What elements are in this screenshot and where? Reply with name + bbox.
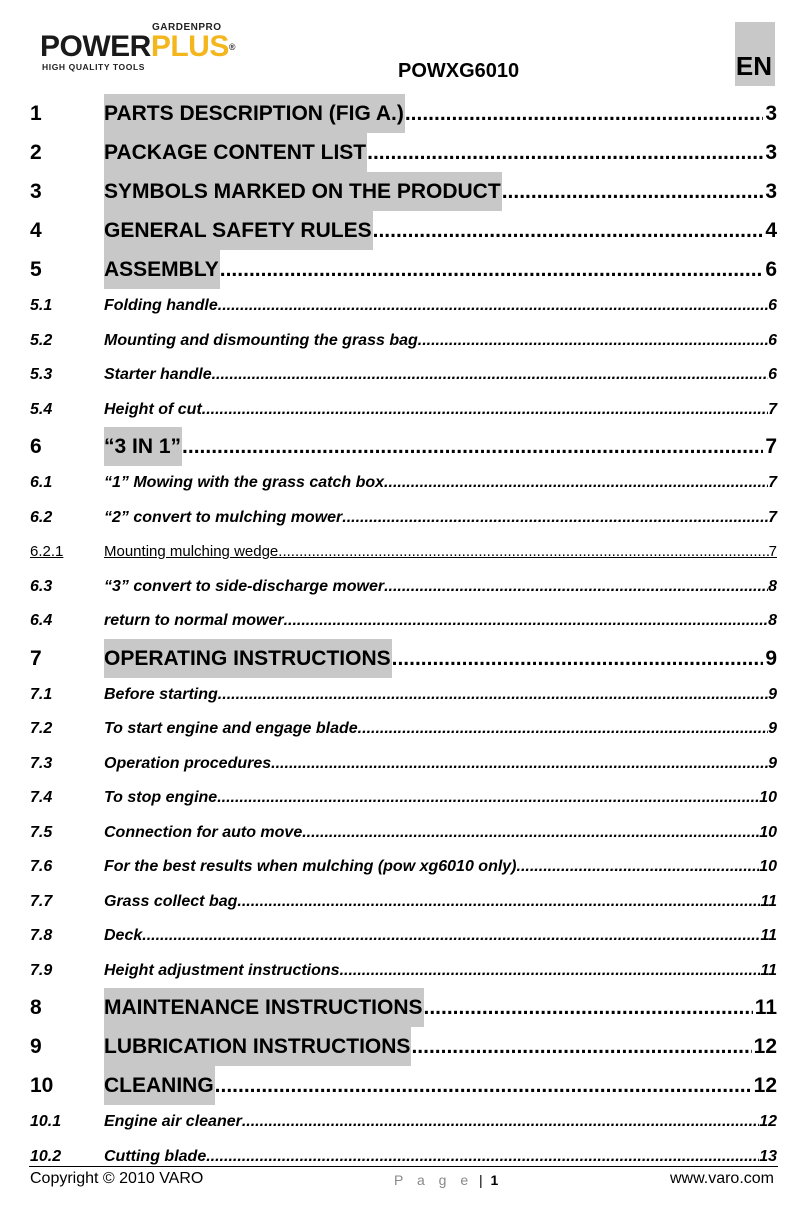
toc-entry-title[interactable]: “3 IN 1” (104, 427, 182, 466)
toc-entry[interactable] (30, 850, 777, 885)
toc-entry-page[interactable]: 6 (768, 331, 777, 349)
toc-entry-title[interactable]: Engine air cleaner (104, 1113, 242, 1130)
toc-dot-leader (342, 501, 768, 536)
footer-copyright: Copyright © 2010 VARO (30, 1170, 204, 1187)
toc-entry-number: 7.9 (30, 961, 53, 979)
toc-entry[interactable] (30, 1066, 777, 1105)
toc-entry[interactable] (30, 289, 777, 324)
language-tab (735, 22, 775, 86)
toc-entry[interactable] (30, 1105, 777, 1140)
toc-entry-page[interactable]: 11 (760, 892, 777, 910)
logo-tagline: HIGH QUALITY TOOLS (42, 62, 146, 72)
toc-dot-leader (358, 712, 768, 747)
toc-entry[interactable] (30, 678, 777, 713)
toc-entry-title[interactable]: To stop engine (104, 789, 218, 806)
toc-entry[interactable] (30, 885, 777, 920)
logo-plus-text: PLUS (150, 30, 229, 63)
toc-entry[interactable] (30, 466, 777, 501)
toc-entry-title[interactable]: Folding handle (104, 297, 218, 314)
toc-entry-title[interactable]: Height adjustment instructions (104, 961, 340, 979)
toc-entry-number: 7.1 (30, 685, 53, 703)
toc-entry[interactable] (30, 954, 777, 989)
toc-entry-title[interactable]: Starter handle (104, 366, 212, 383)
toc-entry-title[interactable]: Operation procedures (104, 754, 272, 772)
toc-entry-page[interactable]: 6 (765, 258, 777, 281)
toc-dot-leader (217, 781, 759, 816)
toc-entry-number: 6.2 (30, 508, 53, 526)
toc-entry-number: 10 (30, 1074, 54, 1097)
toc-entry-title[interactable]: To start engine and engage blade (104, 720, 358, 737)
toc-entry-number: 7.4 (30, 789, 53, 806)
toc-dot-leader (424, 988, 753, 1027)
toc-entry-number: 7.2 (30, 720, 53, 737)
footer-page-indicator (394, 1172, 498, 1188)
toc-entry-page[interactable]: 3 (765, 141, 777, 164)
toc-entry-title[interactable]: Cutting blade (104, 1147, 207, 1165)
toc-dot-leader (212, 358, 769, 393)
toc-entry-title[interactable]: For the best results when mulching (pow xg6010 only) (104, 858, 517, 875)
toc-dot-leader (218, 678, 768, 713)
footer-page-label: P a g e (394, 1172, 474, 1188)
toc-entry[interactable] (30, 133, 777, 172)
toc-entry-page[interactable]: 7 (768, 474, 777, 491)
toc-entry-number: 5.1 (30, 297, 53, 314)
toc-entry-page[interactable]: 13 (759, 1147, 777, 1165)
toc-entry-number: 2 (30, 141, 42, 164)
toc-entry[interactable] (30, 639, 777, 678)
toc-entry-page[interactable]: 9 (768, 685, 777, 703)
toc-entry[interactable] (30, 324, 777, 359)
toc-dot-leader (384, 570, 768, 605)
toc-entry-page[interactable]: 3 (765, 102, 777, 125)
table-of-contents (30, 94, 777, 1174)
toc-dot-leader (202, 393, 768, 428)
toc-entry[interactable] (30, 604, 777, 639)
toc-entry-number: 7 (30, 646, 42, 670)
toc-dot-leader (206, 1140, 759, 1175)
logo-power-text: POWER (40, 30, 151, 63)
toc-entry-title[interactable]: GENERAL SAFETY RULES (104, 211, 373, 250)
toc-entry-title[interactable]: Deck (104, 927, 143, 944)
toc-dot-leader (271, 747, 768, 782)
toc-entry-page[interactable]: 11 (760, 961, 777, 979)
toc-entry-page[interactable]: 12 (753, 1074, 777, 1097)
toc-dot-leader (418, 324, 768, 359)
toc-entry-number: 6 (30, 435, 42, 458)
footer-page-separator: | (473, 1172, 491, 1188)
toc-entry-number: 5.2 (30, 331, 53, 349)
toc-entry-title[interactable]: Before starting (104, 685, 218, 703)
toc-entry-number: 7.8 (30, 927, 53, 944)
toc-dot-leader (237, 885, 760, 920)
toc-entry-number: 7.3 (30, 754, 53, 772)
language-code: EN (735, 51, 772, 81)
toc-entry-number: 6.4 (30, 612, 53, 629)
toc-dot-leader (384, 466, 768, 501)
toc-entry-page[interactable]: 7 (765, 435, 777, 458)
toc-entry-page[interactable]: 6 (768, 366, 777, 383)
toc-entry-title[interactable]: PARTS DESCRIPTION (FIG A.) (104, 94, 405, 133)
toc-entry-page[interactable]: 3 (765, 180, 777, 203)
toc-dot-leader (340, 954, 761, 989)
toc-entry-number: 6.3 (30, 577, 53, 595)
toc-entry-number: 3 (30, 180, 42, 203)
toc-entry-page[interactable]: 9 (765, 646, 777, 670)
toc-entry-title[interactable]: SYMBOLS MARKED ON THE PRODUCT (104, 172, 502, 211)
toc-entry[interactable] (30, 781, 777, 816)
toc-entry-number: 9 (30, 1035, 42, 1058)
toc-entry-title[interactable]: LUBRICATION INSTRUCTIONS (104, 1027, 411, 1066)
toc-entry-title[interactable]: PACKAGE CONTENT LIST (104, 133, 367, 172)
toc-entry-number: 1 (30, 102, 42, 125)
toc-entry-page[interactable]: 7 (768, 508, 777, 526)
toc-entry-page[interactable]: 12 (759, 1113, 777, 1130)
toc-entry-number: 8 (30, 996, 42, 1019)
toc-entry-page[interactable]: 7 (768, 400, 777, 418)
toc-entry-number: 7.6 (30, 858, 53, 875)
toc-entry-number: 6.1 (30, 474, 53, 491)
toc-entry-page[interactable]: 9 (768, 754, 777, 772)
toc-entry[interactable] (30, 1027, 777, 1066)
powerplus-logo (40, 22, 240, 74)
toc-dot-leader (411, 1027, 751, 1066)
toc-dot-leader (182, 427, 763, 466)
footer-website: www.varo.com (669, 1170, 774, 1187)
toc-entry-title[interactable]: OPERATING INSTRUCTIONS (104, 639, 392, 678)
toc-entry-page[interactable]: 10 (759, 858, 777, 875)
toc-entry-page[interactable]: 11 (760, 927, 777, 944)
toc-entry-page[interactable]: 6 (768, 297, 777, 314)
toc-dot-leader (220, 250, 764, 289)
toc-entry-page[interactable]: 10 (759, 823, 777, 841)
toc-dot-leader (502, 172, 764, 211)
toc-entry-title[interactable]: “1” Mowing with the grass catch box (104, 474, 385, 491)
footer-page-number: 1 (490, 1172, 499, 1188)
toc-entry[interactable] (30, 501, 777, 536)
toc-entry[interactable] (30, 919, 777, 954)
toc-entry-number: 10.1 (30, 1113, 62, 1130)
toc-entry-title[interactable]: Height of cut (104, 400, 202, 418)
toc-entry-page[interactable]: 7 (768, 543, 777, 560)
toc-entry-page[interactable]: 9 (768, 720, 777, 737)
toc-entry[interactable] (30, 535, 777, 570)
toc-entry-page[interactable]: 8 (768, 577, 777, 595)
toc-entry[interactable] (30, 1140, 777, 1175)
toc-entry-number: 6.2.1 (30, 543, 64, 560)
footer-divider (29, 1166, 778, 1167)
model-number: POWXG6010 (398, 60, 520, 82)
toc-entry-page[interactable]: 8 (768, 612, 777, 629)
toc-entry[interactable] (30, 358, 777, 393)
toc-entry-number: 4 (30, 219, 42, 242)
toc-dot-leader (405, 94, 763, 133)
toc-dot-leader (142, 919, 760, 954)
toc-entry-title[interactable]: Mounting and dismounting the grass bag (104, 331, 418, 349)
toc-entry-title[interactable]: Connection for auto move (104, 823, 303, 841)
toc-dot-leader (302, 816, 759, 851)
toc-entry[interactable] (30, 94, 777, 133)
toc-entry[interactable] (30, 988, 777, 1027)
toc-dot-leader (284, 604, 769, 639)
toc-entry[interactable] (30, 427, 777, 466)
toc-entry[interactable] (30, 250, 777, 289)
toc-entry-number: 7.5 (30, 823, 53, 841)
toc-entry[interactable] (30, 211, 777, 250)
toc-entry-title[interactable]: CLEANING (104, 1066, 215, 1105)
toc-dot-leader (367, 133, 763, 172)
toc-entry-title[interactable]: “2” convert to mulching mower (104, 508, 343, 526)
toc-entry[interactable] (30, 393, 777, 428)
toc-entry[interactable] (30, 816, 777, 851)
toc-dot-leader (242, 1105, 759, 1140)
toc-entry-title[interactable]: Grass collect bag (104, 892, 238, 910)
toc-entry-page[interactable]: 11 (754, 996, 777, 1019)
toc-dot-leader (215, 1066, 752, 1105)
toc-entry-page[interactable]: 4 (765, 219, 777, 242)
toc-entry-title[interactable]: “3” convert to side-discharge mower (104, 577, 385, 595)
toc-entry[interactable] (30, 747, 777, 782)
logo-wordmark (40, 30, 235, 64)
toc-entry-page[interactable]: 10 (759, 789, 777, 806)
toc-entry-title[interactable]: Mounting mulching wedge (104, 543, 279, 560)
toc-entry-page[interactable]: 12 (753, 1035, 777, 1058)
toc-entry-title[interactable]: ASSEMBLY (104, 250, 220, 289)
logo-registered-mark: ® (228, 42, 235, 52)
toc-entry-title[interactable]: return to normal mower (104, 612, 284, 629)
toc-dot-leader (373, 211, 764, 250)
toc-entry[interactable] (30, 172, 777, 211)
toc-entry-number: 5.3 (30, 366, 53, 383)
toc-dot-leader (517, 850, 760, 885)
toc-entry[interactable] (30, 570, 777, 605)
toc-entry-number: 7.7 (30, 892, 53, 910)
logo-gardenpro-text: GARDENPRO (152, 22, 222, 33)
toc-entry-title[interactable]: MAINTENANCE INSTRUCTIONS (104, 988, 424, 1027)
toc-dot-leader (278, 535, 768, 570)
toc-entry-number: 5.4 (30, 400, 53, 418)
toc-dot-leader (392, 639, 764, 678)
toc-entry-number: 10.2 (30, 1147, 62, 1165)
toc-entry-number: 5 (30, 258, 42, 281)
toc-entry[interactable] (30, 712, 777, 747)
toc-dot-leader (218, 289, 768, 324)
